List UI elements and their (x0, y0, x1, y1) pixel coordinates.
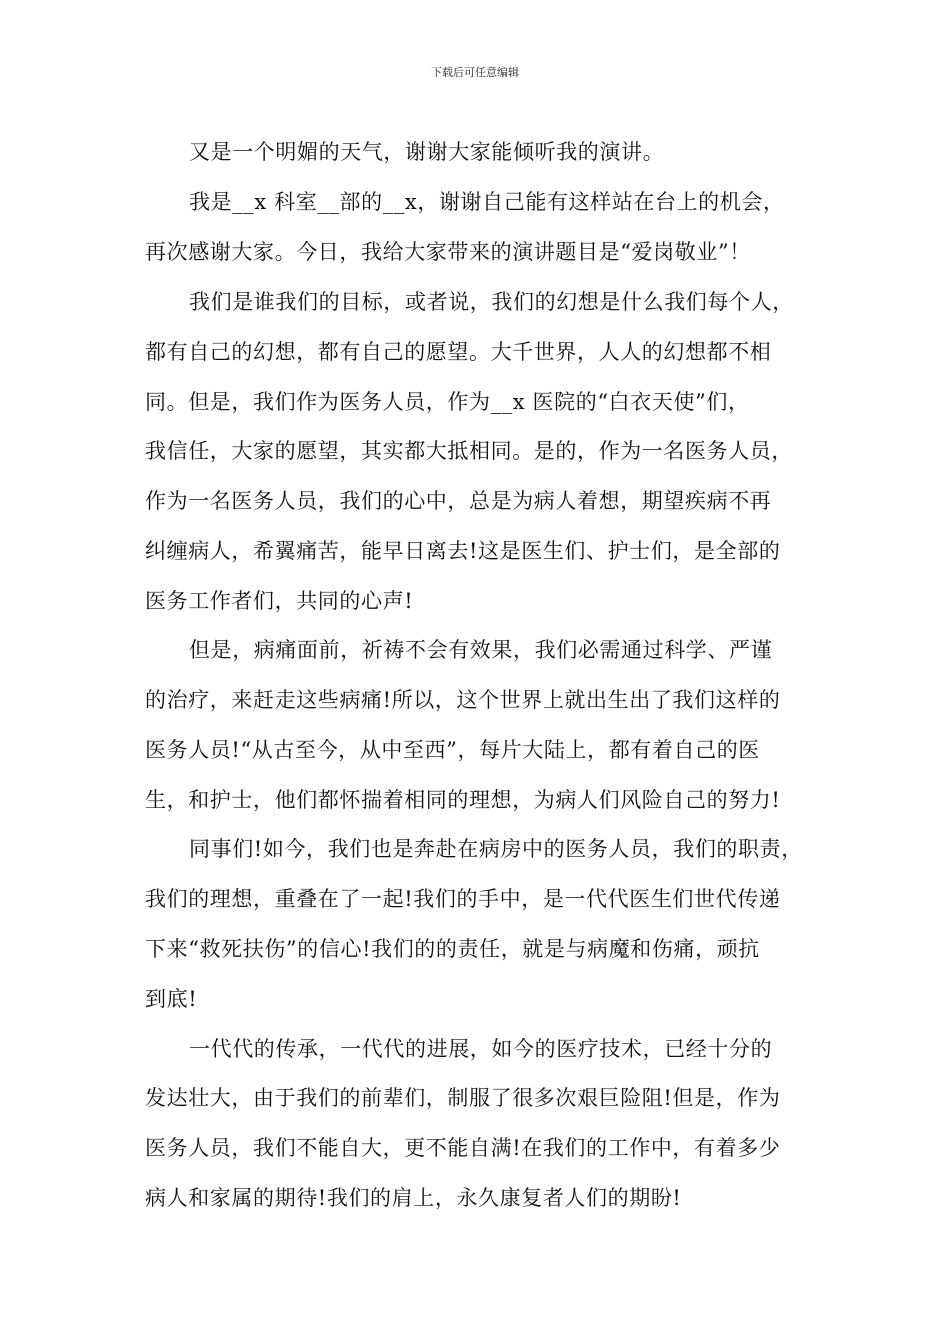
paragraph-line: 下来“救死扶伤”的信心!我们的的责任，就是与病魔和伤痛，顽抗 (145, 937, 760, 961)
paragraph-line: 同。但是，我们作为医务人员，作为__x 医院的“白衣天使”们， (145, 390, 750, 414)
paragraph-line: 到底! (145, 987, 198, 1011)
paragraph-line: 我们是谁我们的目标，或者说，我们的幻想是什么我们每个人， (189, 290, 794, 314)
paragraph-line: 医务人员，我们不能自大，更不能自满!在我们的工作中，有着多少 (145, 1136, 781, 1160)
page-header: 下载后可任意编辑 (431, 66, 519, 79)
paragraph-line: 一代代的传承，一代代的进展，如今的医疗技术，已经十分的 (189, 1037, 773, 1061)
paragraph-line: 病人和家属的期待!我们的肩上，永久康复者人们的期盼! (145, 1186, 682, 1210)
paragraph-line: 纠缠病人，希翼痛苦，能早日离去!这是医生们、护士们，是全部的 (145, 539, 781, 563)
paragraph-line: 再次感谢大家。今日，我给大家带来的演讲题目是“爱岗敬业”！ (145, 240, 751, 264)
paragraph-line: 我信任，大家的愿望，其实都大抵相同。是的，作为一名医务人员， (145, 439, 793, 463)
paragraph-line: 医务人员!“从古至今，从中至西”，每片大陆上，都有着自己的医 (145, 738, 760, 762)
paragraph-line: 的治疗，来赶走这些病痛!所以，这个世界上就出生出了我们这样的 (145, 688, 781, 712)
paragraph-line: 作为一名医务人员，我们的心中，总是为病人着想，期望疾病不再 (145, 489, 772, 513)
paragraph-line: 但是，病痛面前，祈祷不会有效果，我们必需通过科学、严谨 (189, 638, 773, 662)
paragraph-line: 医务工作者们，共同的心声! (145, 589, 414, 613)
paragraph-line: 都有自己的幻想，都有自己的愿望。大千世界，人人的幻想都不相 (145, 340, 772, 364)
paragraph-line: 我是__x 科室__部的__x，谢谢自己能有这样站在台上的机会， (189, 190, 785, 214)
paragraph-line: 同事们!如今，我们也是奔赴在病房中的医务人员，我们的职责， (189, 837, 803, 861)
paragraph-line: 发达壮大，由于我们的前辈们，制服了很多次艰巨险阻!但是，作为 (145, 1086, 781, 1110)
paragraph-line: 生，和护士，他们都怀揣着相同的理想，为病人们风险自己的努力! (145, 788, 781, 812)
paragraph-line: 我们的理想，重叠在了一起!我们的手中，是一代代医生们世代传递 (145, 887, 781, 911)
paragraph-line: 又是一个明媚的天气，谢谢大家能倾听我的演讲。 (189, 140, 665, 164)
